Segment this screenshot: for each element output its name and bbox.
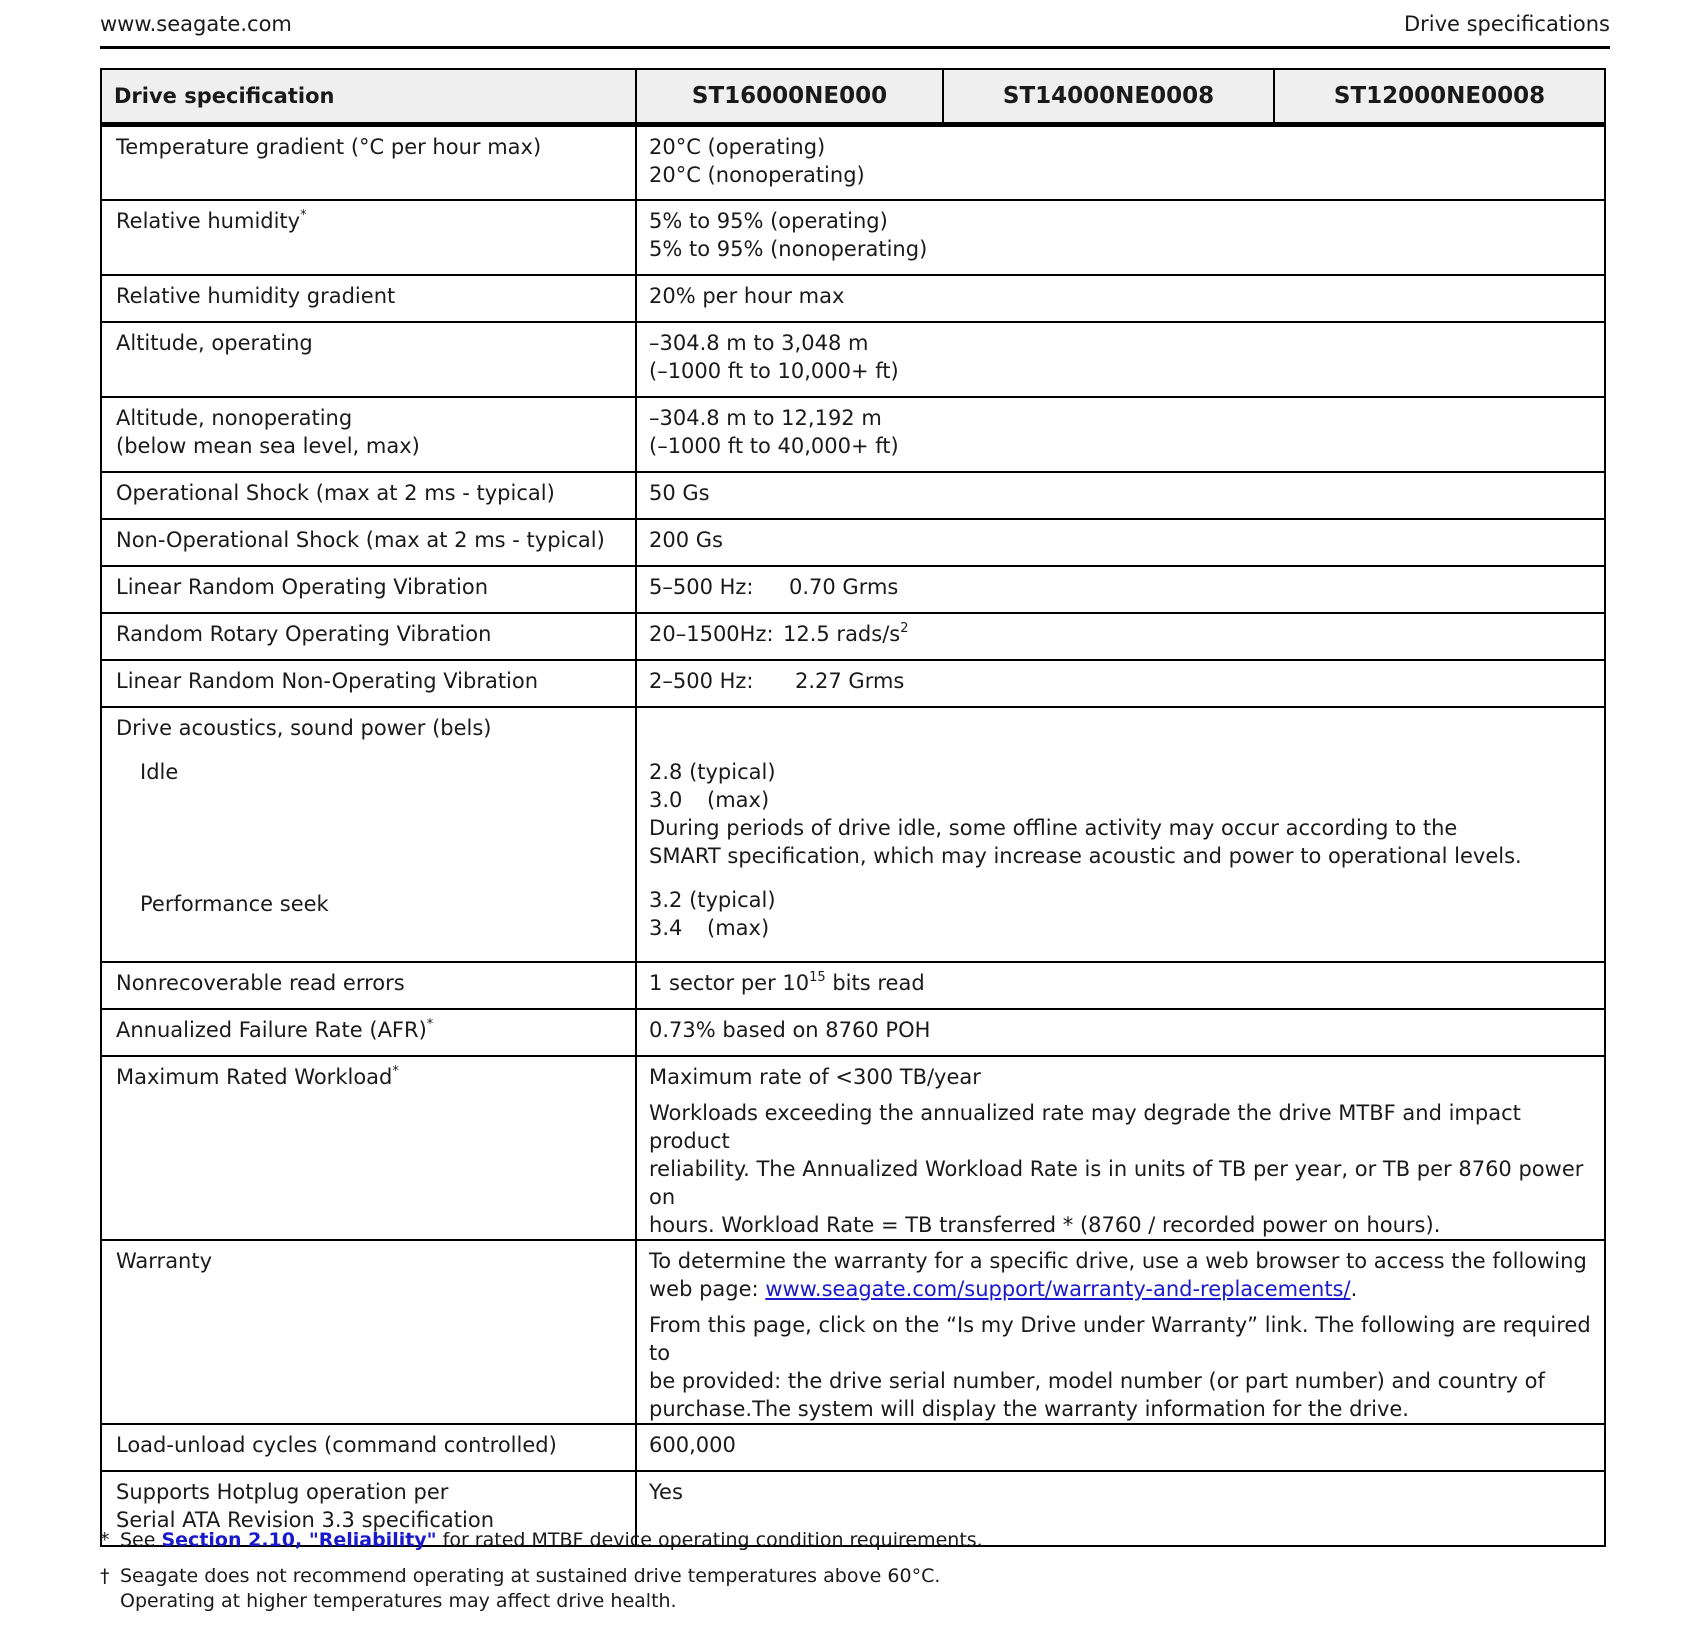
- row-value: 1 sector per $10^{15}$ bits read: [636, 962, 1605, 1009]
- table-row: [101, 1009, 1605, 1056]
- table-row: [101, 707, 1605, 962]
- row-label: Drive acoustics, sound power (bels) Idle Performance seek: [101, 707, 636, 962]
- table-row: [101, 566, 1605, 613]
- row-value: –304.8 m to 12,192 m (–1000 ft to 40,000+ ft): [636, 397, 1605, 472]
- row-label: Annualized Failure Rate (AFR)*: [101, 1009, 636, 1056]
- row-label: Operational Shock (max at 2 ms - typical): [101, 472, 636, 519]
- section-title: Drive specifications: [1403, 12, 1610, 36]
- row-value: Yes: [636, 1471, 1605, 1546]
- row-value: 0.73% based on 8760 POH: [636, 1009, 1605, 1056]
- row-value: 2–500 Hz: 2.27 Grms: [636, 660, 1605, 707]
- row-value: 20–1500Hz: 12.5 rads/$s^2$: [636, 613, 1605, 660]
- table-row: [101, 962, 1605, 1009]
- row-value: 20°C (operating) 20°C (nonoperating): [636, 125, 1605, 200]
- row-label: Altitude, operating: [101, 322, 636, 397]
- row-label: Warranty: [101, 1240, 636, 1424]
- footnote-temperature: † Seagate does not recommend operating at sustained drive temperatures above 60°C. Operating at higher temperatures may affect drive health.: [100, 1565, 941, 1612]
- row-label: Relative humidity*: [101, 200, 636, 275]
- table-row: [101, 472, 1605, 519]
- table-row: [101, 519, 1605, 566]
- table-header-row: [101, 69, 1605, 125]
- row-value: –304.8 m to 3,048 m (–1000 ft to 10,000+ ft): [636, 322, 1605, 397]
- row-value: 2.8 (typical) 3.0 (max) During periods of drive idle, some offline activity may occur according to the SMART specification, which may increase acoustic and power to operational levels. 3.2 (typical) 3.4 (max): [636, 707, 1605, 962]
- footnote-reliability: * See Section 2.10, "Reliability" for rated MTBF device operating condition requirements.: [100, 1529, 983, 1551]
- table-row: [101, 200, 1605, 275]
- row-label: Supports Hotplug operation per Serial ATA Revision 3.3 specification: [101, 1471, 636, 1546]
- row-label: Non-Operational Shock (max at 2 ms - typical): [101, 519, 636, 566]
- warranty-link[interactable]: www.seagate.com/support/warranty-and-replacements/: [765, 1276, 1351, 1301]
- row-label: Random Rotary Operating Vibration: [101, 613, 636, 660]
- row-value: 200 Gs: [636, 519, 1605, 566]
- table-row: [101, 1240, 1605, 1424]
- table-row: [101, 322, 1605, 397]
- footnote-mark: *: [300, 207, 307, 223]
- model-header-st16000ne000: ST16000NE000: [636, 69, 943, 125]
- row-value: 600,000: [636, 1424, 1605, 1471]
- row-value: 20% per hour max: [636, 275, 1605, 322]
- table-row: [101, 125, 1605, 200]
- footnotes: [100, 1528, 1600, 1625]
- table-row: [101, 397, 1605, 472]
- row-label: Relative humidity gradient: [101, 275, 636, 322]
- footnote-mark: *: [426, 1016, 434, 1032]
- table-row: [101, 660, 1605, 707]
- model-header-st14000ne0008: ST14000NE0008: [943, 69, 1274, 125]
- row-label: Load-unload cycles (command controlled): [101, 1424, 636, 1471]
- table-row: [101, 275, 1605, 322]
- table-row: [101, 1056, 1605, 1240]
- table-row: [101, 613, 1605, 660]
- model-header-st12000ne0008: ST12000NE0008: [1274, 69, 1605, 125]
- row-value: 5–500 Hz: 0.70 Grms: [636, 566, 1605, 613]
- drive-spec-table: [100, 68, 1606, 1547]
- table-row: [101, 1424, 1605, 1471]
- row-value: Maximum rate of <300 TB/year Workloads exceeding the annualized rate may degrade the drive MTBF and impact product reliability. The Annualized Workload Rate is in units of TB per year, or TB per 8760 power on hours. Workload Rate = TB transferred * (8760 / recorded power on hours).: [636, 1056, 1605, 1240]
- reliability-section-link[interactable]: Section 2.10, "Reliability": [161, 1529, 437, 1551]
- row-value: To determine the warranty for a specific drive, use a web browser to access the following web page: www.seagate.com/support/warranty-and-replacements/. From this page, click on the “Is my Drive under Warranty” link. The following are required to be provided: the drive serial number, model number (or part number) and country of purchase.The system will display the warranty information for the drive.: [636, 1240, 1605, 1424]
- page-header: [100, 8, 1610, 49]
- footnote-mark: *: [392, 1063, 399, 1079]
- site-url[interactable]: www.seagate.com: [100, 12, 292, 36]
- row-label: Altitude, nonoperating (below mean sea level, max): [101, 397, 636, 472]
- row-label: Nonrecoverable read errors: [101, 962, 636, 1009]
- row-label: Linear Random Operating Vibration: [101, 566, 636, 613]
- row-value: 50 Gs: [636, 472, 1605, 519]
- row-label: Maximum Rated Workload*: [101, 1056, 636, 1240]
- row-label: Temperature gradient (°C per hour max): [101, 125, 636, 200]
- row-value: 5% to 95% (operating) 5% to 95% (nonoperating): [636, 200, 1605, 275]
- row-label: Linear Random Non-Operating Vibration: [101, 660, 636, 707]
- spec-column-header: Drive specification: [101, 69, 636, 125]
